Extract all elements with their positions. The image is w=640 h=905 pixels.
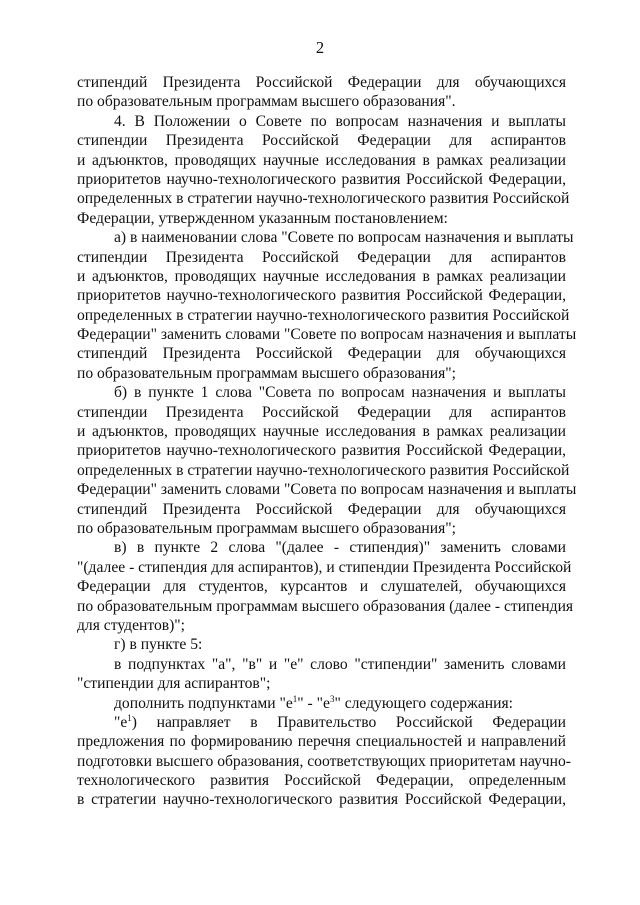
text-line: приоритетов научно-технологического развития Российской Федерации, xyxy=(77,287,566,305)
text-line: стипендий Президента Российской Федерации для обучающихся xyxy=(77,500,566,518)
text-line: "$е^1$) направляет в Правительство Российской Федерации xyxy=(114,712,566,731)
text-line: для студентов)"; xyxy=(77,616,185,634)
text-line: приоритетов научно-технологического развития Российской Федерации, xyxy=(77,442,566,460)
text-line: по образовательным программам высшего образования". xyxy=(77,93,456,111)
text-line: в подпунктах "а", "в" и "е" слово "стипендии" заменить словами xyxy=(114,655,566,673)
text-line: б) в пункте 1 слова "Совета по вопросам назначения и выплаты xyxy=(114,384,566,402)
text-line: определенных в стратегии научно-технологического развития Российской xyxy=(77,306,570,324)
text-line: "(далее - стипендия для аспирантов), и стипендии Президента Российской xyxy=(77,558,572,576)
text-line: и адъюнктов, проводящих научные исследования в рамках реализации xyxy=(77,151,566,169)
text-line: технологического развития Российской Федерации, определенным xyxy=(77,772,566,790)
text-line: и адъюнктов, проводящих научные исследования в рамках реализации xyxy=(77,267,566,285)
text-line: и адъюнктов, проводящих научные исследования в рамках реализации xyxy=(77,423,566,441)
text-line: Федерации, утвержденном указанным постановлением: xyxy=(77,209,448,227)
text-line: определенных в стратегии научно-технологического развития Российской xyxy=(77,190,570,208)
text-line: стипендии Президента Российской Федерации для аспирантов xyxy=(77,403,566,421)
document-body xyxy=(77,73,577,810)
page-number: 2 xyxy=(315,38,325,57)
text-line: Федерации для студентов, курсантов и слушателей, обучающихся xyxy=(77,578,566,596)
text-line: по образовательным программам высшего образования (далее - стипендия xyxy=(77,597,574,615)
text-line: "стипендии для аспирантов"; xyxy=(77,675,271,693)
text-line: г) в пункте 5: xyxy=(114,636,203,654)
text-line: Федерации" заменить словами "Совете по вопросам назначения и выплаты xyxy=(77,326,577,344)
text-line: в) в пункте 2 слова "(далее - стипендия)" заменить словами xyxy=(114,539,566,557)
text-line: 4. В Положении о Совете по вопросам назначения и выплаты xyxy=(114,112,566,130)
text-line: подготовки высшего образования, соответствующих приоритетам научно- xyxy=(77,752,571,770)
text-line: дополнить подпунктами "$е^1$" - "$е^3$" следующего содержания: xyxy=(114,693,513,712)
text-line: по образовательным программам высшего образования"; xyxy=(77,519,456,537)
text-line: в стратегии научно-технологического развития Российской Федерации, xyxy=(77,791,566,809)
text-line: предложения по формированию перечня специальностей и направлений xyxy=(77,733,566,751)
text-line: стипендий Президента Российской Федерации для обучающихся xyxy=(77,345,566,363)
text-line: стипендий Президента Российской Федерации для обучающихся xyxy=(77,74,566,91)
text-line: а) в наименовании слова "Совете по вопросам назначения и выплаты xyxy=(114,229,574,247)
text-line: стипендии Президента Российской Федерации для аспирантов xyxy=(77,132,566,150)
text-line: стипендии Президента Российской Федерации для аспирантов xyxy=(77,248,566,266)
text-line: определенных в стратегии научно-технологического развития Российской xyxy=(77,461,570,479)
text-line: приоритетов научно-технологического развития Российской Федерации, xyxy=(77,170,566,188)
text-line: Федерации" заменить словами "Совета по вопросам назначения и выплаты xyxy=(77,481,577,499)
text-line: по образовательным программам высшего образования"; xyxy=(77,364,456,382)
